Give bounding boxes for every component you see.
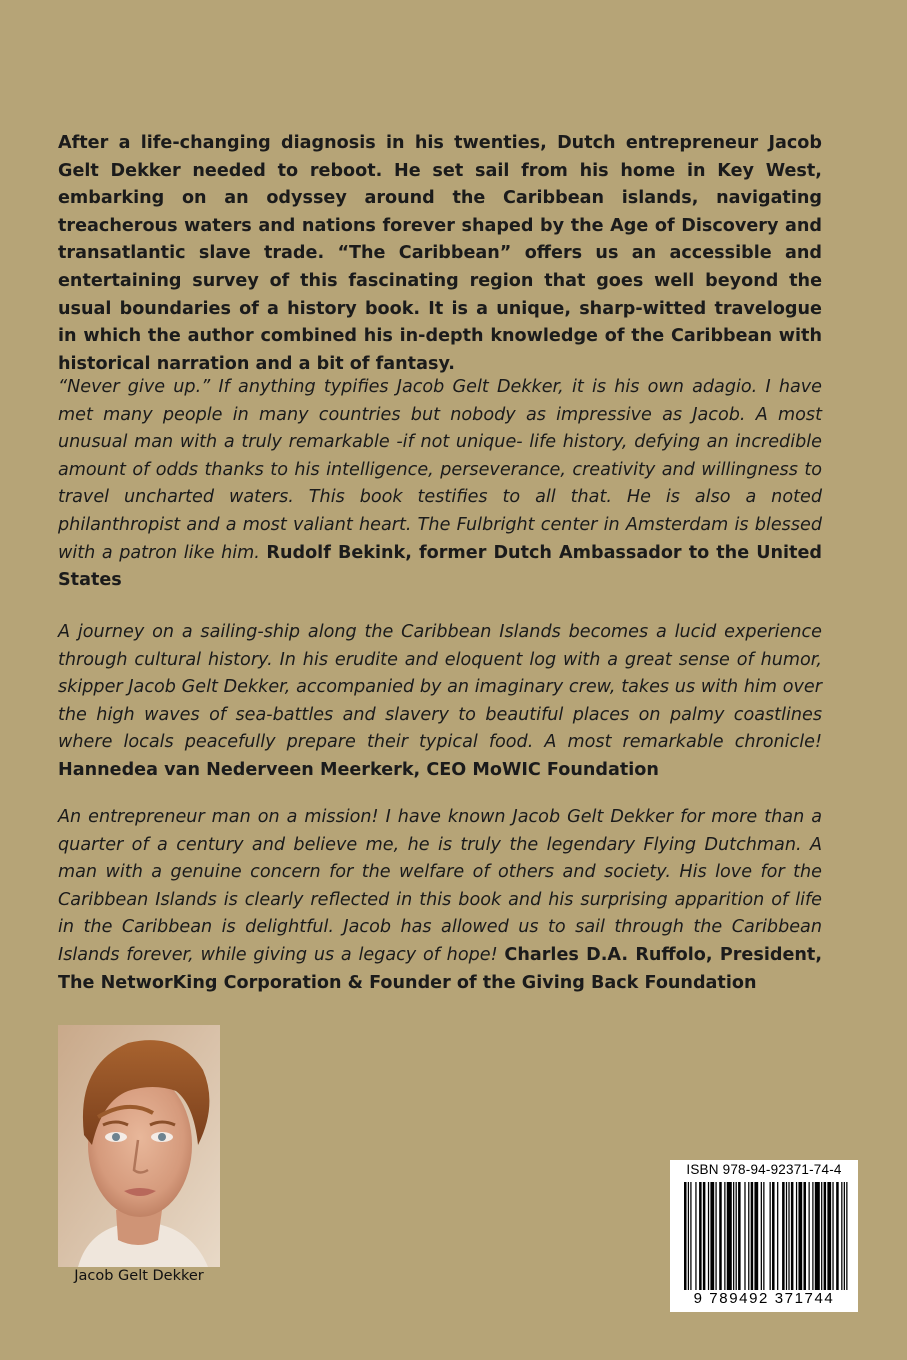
barcode-bar: [736, 1182, 737, 1290]
barcode-bar: [744, 1182, 745, 1290]
testimonial-attribution: Charles D.A. Ruffolo, President, The NetworKing Corporation & Founder of the Giving Back Foundation: [58, 944, 823, 993]
isbn-barcode: [670, 1160, 858, 1312]
barcode-bar: [809, 1182, 810, 1290]
barcode-bar: [812, 1182, 813, 1290]
barcode-bar: [708, 1182, 709, 1290]
testimonial-quote: “Never give up.” If anything typifies Jacob Gelt Dekker, it is his own adagio. I have met many people in many countries but nobody as impressive as Jacob. A most unusual man with a truly remarkable -if not unique- life history, defying an incredible amount of odds thanks to his intelligence, perseverance, creativity and willingness to travel uncharted waters. This book testifies to all that. He is also a noted philanthropist and a most valiant heart. The Fulbright center in Amsterdam is blessed with a patron like him.: [58, 377, 822, 563]
testimonial-attribution: Rudolf Bekink, former Dutch Ambassador to the United States: [58, 542, 822, 591]
barcode-bar: [782, 1182, 785, 1290]
testimonial-quote: A journey on a sailing-ship along the Caribbean Islands becomes a lucid experience through cultural history. In his erudite and eloquent log with a great sense of humor, skipper Jacob Gelt Dekker, accompanied by an imaginary crew, takes us with him over the high waves of sea-battles and slavery to beautiful places on palmy coastlines where locals peacefully prepare their typical food. A most remarkable chronicle!: [58, 622, 822, 753]
testimonial-ruffolo: [58, 804, 822, 997]
barcode-bar: [703, 1182, 706, 1290]
barcode-bar: [684, 1182, 687, 1290]
barcode-bars: [684, 1182, 850, 1290]
barcode-bar: [836, 1182, 839, 1290]
barcode-bar: [763, 1182, 764, 1290]
barcode-bar: [844, 1182, 845, 1290]
barcode-digits: 9 789492 371744: [693, 1290, 835, 1307]
barcode-bar: [695, 1182, 696, 1290]
barcode-bar: [733, 1182, 734, 1290]
testimonial-attribution: Hannedea van Nederveen Meerkerk, CEO MoWIC Foundation: [58, 759, 659, 780]
barcode-bar: [777, 1182, 778, 1290]
barcode-bar: [710, 1182, 714, 1290]
barcode-bar: [798, 1182, 802, 1290]
barcode-bar: [751, 1182, 754, 1290]
author-photo-caption: Jacob Gelt Dekker: [74, 1268, 204, 1284]
barcode-bar: [791, 1182, 794, 1290]
barcode-bar: [821, 1182, 822, 1290]
barcode-bar: [761, 1182, 762, 1290]
barcode-bar: [827, 1182, 831, 1290]
barcode-bar: [832, 1182, 833, 1290]
testimonial-quote: An entrepreneur man on a mission! I have known Jacob Gelt Dekker for more than a quarter of a century and believe me, he is truly the legendary Flying Dutchman. A man with a genuine concern for the welfare of others and society. His love for the Caribbean Islands is clearly reflected in this book and his surprising apparition of life in the Caribbean is delightful. Jacob has allowed us to sail through the Caribbean Islands forever, while giving us a legacy of hope!: [58, 807, 822, 965]
barcode-bar: [824, 1182, 827, 1290]
testimonial-meerkerk: [58, 619, 822, 785]
barcode-bar: [690, 1182, 691, 1290]
barcode-bar: [796, 1182, 797, 1290]
barcode-bar: [754, 1182, 758, 1290]
barcode-bar: [772, 1182, 775, 1290]
back-cover-blurb: After a life-changing diagnosis in his twenties, Dutch entrepreneur Jacob Gelt Dekker needed to reboot. He set sail from his home in Key West, embarking on an odyssey around the Caribbean islands, navigating treacherous waters and nations forever shaped by the Age of Discovery and transatlantic slave trade. “The Caribbean” offers us an accessible and entertaining survey of this fascinating region that goes well beyond the usual boundaries of a history book. It is a unique, sharp-witted travelogue in which the author combined his in-depth knowledge of the Caribbean with historical narration and a bit of fantasy.: [58, 133, 822, 374]
barcode-bar: [719, 1182, 722, 1290]
barcode-bar: [738, 1182, 741, 1290]
barcode-bar: [715, 1182, 716, 1290]
testimonial-bekink: [58, 374, 822, 595]
author-photo: [58, 1025, 220, 1267]
author-portrait-illustration: [58, 1025, 220, 1267]
barcode-bar: [841, 1182, 842, 1290]
barcode-bar: [846, 1182, 847, 1290]
barcode-bar: [688, 1182, 689, 1290]
isbn-label: ISBN 978-94-92371-74-4: [686, 1162, 842, 1177]
barcode-bar: [786, 1182, 787, 1290]
barcode-bar: [770, 1182, 771, 1290]
barcode-bar: [788, 1182, 789, 1290]
barcode-bar: [803, 1182, 806, 1290]
barcode-bar: [727, 1182, 732, 1290]
barcode-bar: [699, 1182, 702, 1290]
barcode-bar: [724, 1182, 725, 1290]
barcode-bar: [748, 1182, 749, 1290]
barcode-bar: [815, 1182, 820, 1290]
